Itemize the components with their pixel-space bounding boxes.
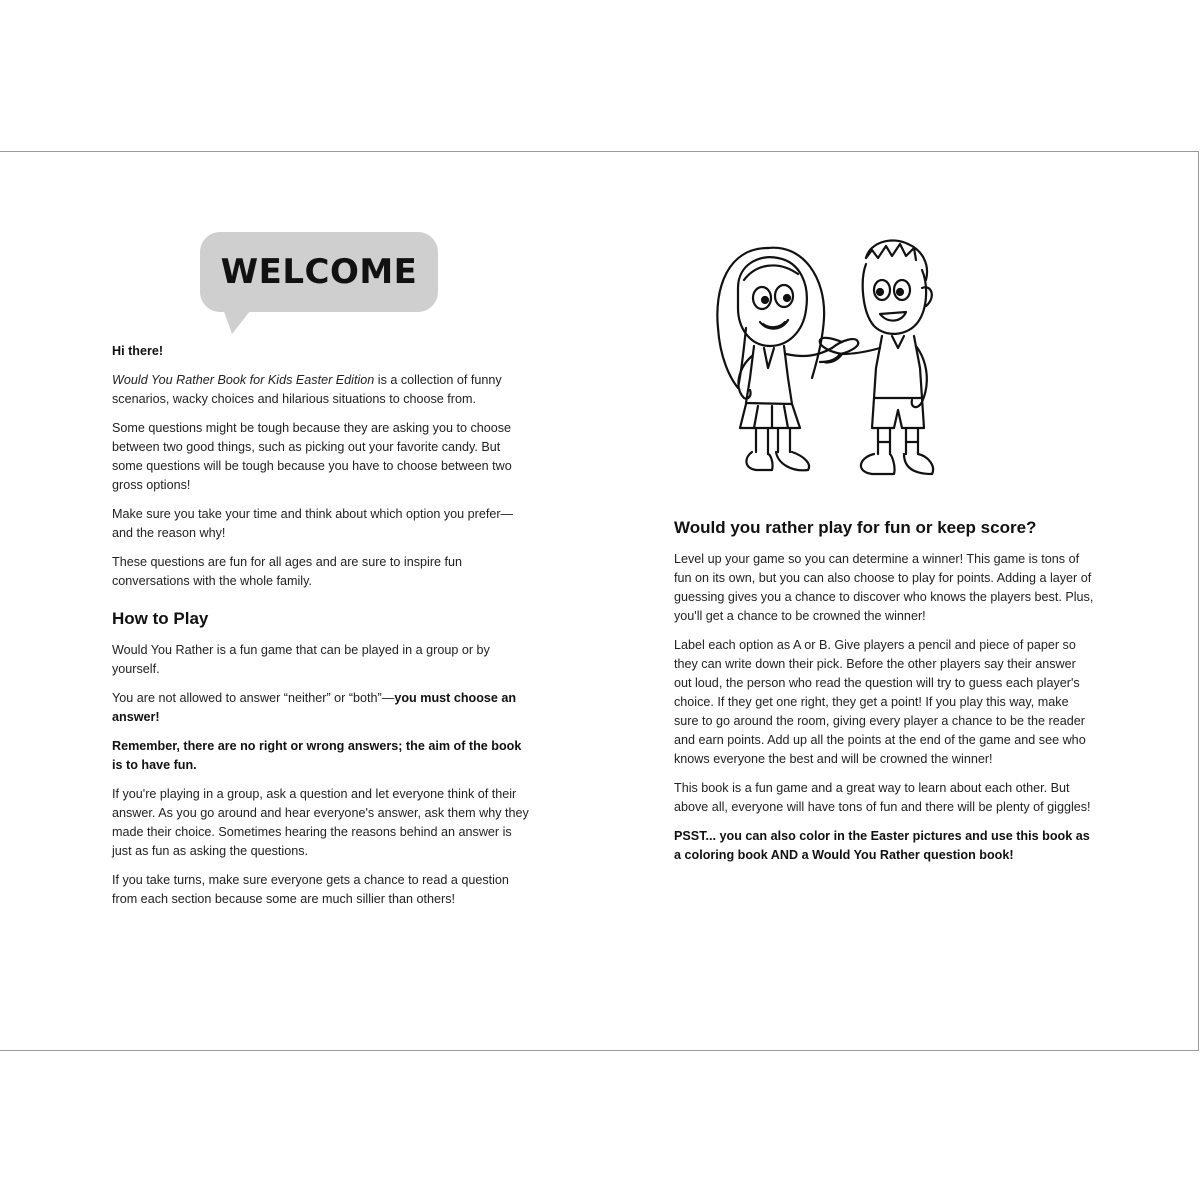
psst-note: PSST... you can also color in the Easter pictures and use this book as a coloring book AND a Would You Rather question book! <box>674 829 1090 862</box>
how-to-play-para-5: If you take turns, make sure everyone gets a chance to read a question from each section because some are much sillier than others! <box>112 873 509 906</box>
how-to-play-para-3: Remember, there are no right or wrong answers; the aim of the book is to have fun. <box>112 739 522 772</box>
how-to-play-para-2 <box>112 689 532 727</box>
htp2-bold: you must choose an answer! <box>112 691 517 724</box>
welcome-speech-bubble <box>200 232 438 312</box>
how-to-play-para-1: Would You Rather is a fun game that can be played in a group or by yourself. <box>112 643 490 676</box>
right-para-1: Level up your game so you can determine a winner! This game is tons of fun on its own, but you can also choose to play for points. Adding a layer of guessing gives you a chance to discover who knows the players best. Plus, you'll get a chance to be crowned the winner! <box>674 552 1094 623</box>
kids-illustration <box>708 228 938 490</box>
intro-rest: is a collection of funny scenarios, wacky choices and hilarious situations to choose from. <box>112 373 502 406</box>
paragraph-all-ages: These questions are fun for all ages and are sure to inspire fun conversations with the whole family. <box>112 555 463 588</box>
how-to-play-heading: How to Play <box>112 609 209 628</box>
keep-score-heading: Would you rather play for fun or keep score? <box>674 518 1037 537</box>
welcome-title: WELCOME <box>220 252 418 292</box>
how-to-play-para-4: If you're playing in a group, ask a question and let everyone think of their answer. As you go around and hear everyone's answer, ask them why they made their choice. Sometimes hearing the reasons behind an answer is just as fun as asking the questions. <box>112 787 529 858</box>
left-page <box>112 232 532 919</box>
paragraph-take-time: Make sure you take your time and think about which option you prefer—and the reason why! <box>112 507 514 540</box>
right-para-2: Label each option as A or B. Give players a pencil and piece of paper so they can write down their pick. Before the other players say their answer out loud, the person who read the question will try to guess each player's choice. If they get one right, they get a point! If you play this way, make sure to go around the room, giving every player a chance to be the reader and earn points. Add up all the points at the end of the game and see who knows everyone the best and will be crowned the winner! <box>674 638 1086 766</box>
paragraph-tough-questions: Some questions might be tough because they are asking you to choose between two good things, such as picking out your favorite candy. But some questions will be tough because you have to choose between two gross options! <box>112 421 512 492</box>
book-title-italic: Would You Rather Book for Kids Easter Edition <box>112 373 375 387</box>
htp2-plain: You are not allowed to answer “neither” or “both”— <box>112 691 395 705</box>
intro-paragraph <box>112 371 532 409</box>
right-page <box>674 518 1094 875</box>
greeting: Hi there! <box>112 344 164 358</box>
right-para-3: This book is a fun game and a great way to learn about each other. But above all, everyone will have tons of fun and there will be plenty of giggles! <box>674 781 1091 814</box>
